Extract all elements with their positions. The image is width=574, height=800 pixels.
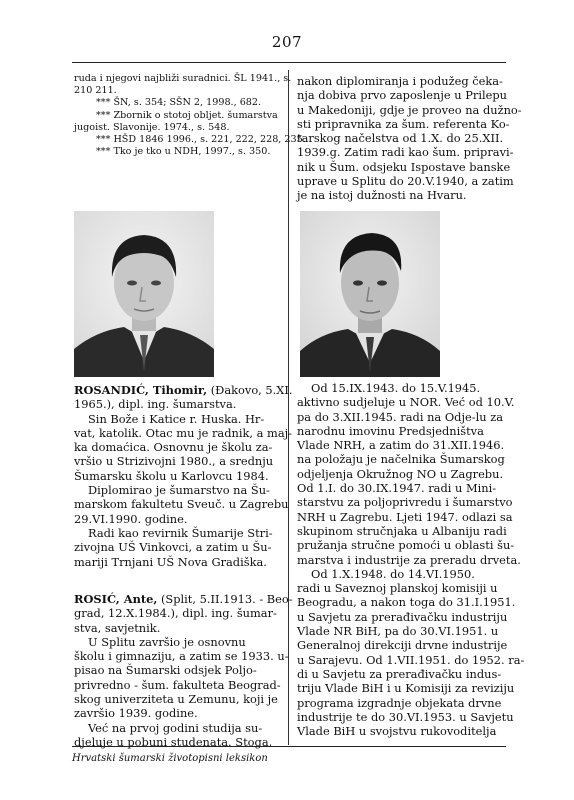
text-line: Radi kao revirnik Šumarije Stri- bbox=[88, 525, 273, 540]
ref-line: *** Tko je tko u NDH, 1997., s. 350. bbox=[96, 146, 271, 158]
text-line: privredno - šum. fakulteta Beograd- bbox=[74, 677, 281, 692]
text-line: industrije te do 30.VI.1953. u Savjetu bbox=[297, 709, 514, 724]
text-line: U Splitu završio je osnovnu bbox=[88, 634, 246, 649]
column-divider bbox=[288, 70, 289, 745]
portrait-rosic bbox=[300, 211, 440, 377]
ref-line: *** Zbornik o stotoj obljet. šumarstva bbox=[96, 109, 278, 121]
text-line: marstva i industrije za preradu drveta. bbox=[297, 552, 521, 567]
text-line: di u Savjetu za prerađivačku indus- bbox=[297, 666, 502, 681]
text-line: Diplomirao je šumarstvo na Šu- bbox=[88, 483, 270, 498]
text-line: nakon diplomiranja i podužeg čeka- bbox=[297, 74, 503, 88]
entry-name: ROSIĆ, Ante, bbox=[74, 592, 158, 606]
entry-rosic bbox=[74, 592, 293, 749]
text-line: Od 15.IX.1943. do 15.V.1945. bbox=[311, 381, 481, 395]
text-line: Šumarsku školu u Karlovcu 1984. bbox=[74, 468, 269, 483]
ref-line: jugoist. Slavonije. 1974., s. 548. bbox=[74, 121, 230, 133]
text-line: nja dobiva prvo zaposlenje u Prilepu bbox=[297, 88, 507, 103]
text-line: djeluje u pobuni studenata. Stoga, bbox=[74, 734, 273, 749]
page-number: 207 bbox=[271, 33, 303, 51]
text-line: u Sarajevu. Od 1.VII.1951. do 1952. ra- bbox=[297, 652, 525, 667]
text-line: radi u Saveznoj planskoj komisiji u bbox=[297, 581, 498, 596]
text-line: 1939.g. Zatim radi kao šum. pripravi- bbox=[297, 145, 514, 160]
portrait-rosandic bbox=[74, 211, 214, 377]
text-line: narodnu imovinu Predsjedništva bbox=[297, 423, 484, 438]
text-line: Vlade NRH, a zatim do 31.XII.1946. bbox=[297, 438, 505, 453]
text-line: sti pripravnika za šum. referenta Ko- bbox=[297, 116, 510, 131]
text-line: Od 1.I. do 30.IX.1947. radi u Mini- bbox=[297, 481, 497, 496]
text-line: programa izgradnje objekata drvne bbox=[297, 695, 502, 710]
ref-line: 210 211. bbox=[74, 85, 117, 97]
text-line: pružanja stručne pomoći u oblasti šu- bbox=[297, 538, 515, 553]
text-line: u Makedoniji, gdje je proveo na dužno- bbox=[297, 102, 522, 117]
text-line: Već na prvoj godini studija su- bbox=[88, 720, 263, 735]
right-top-text bbox=[297, 74, 522, 203]
entry-heading-rest: (Split, 5.II.1913. - Beo- bbox=[157, 592, 293, 606]
text-line: Beogradu, a nakon toga do 31.I.1951. bbox=[297, 595, 516, 610]
text-line: je na istoj dužnosti na Hvaru. bbox=[297, 188, 467, 203]
text-line: školu i gimnaziju, a zatim se 1933. u- bbox=[74, 649, 289, 664]
text-line: skupinom stručnjaka u Albaniju radi bbox=[297, 523, 507, 538]
text-line: odjeljenja Okružnog NO u Zagrebu. bbox=[297, 466, 504, 481]
left-top-references bbox=[74, 73, 306, 158]
text-line: vat, katolik. Otac mu je radnik, a maj- bbox=[74, 425, 292, 440]
text-line: 29.VI.1990. godine. bbox=[74, 511, 188, 526]
text-line: grad, 12.X.1984.), dipl. ing. šumar- bbox=[74, 606, 277, 621]
text-line: u Savjetu za prerađivačku industriju bbox=[297, 609, 508, 624]
text-line: skog univerziteta u Zemunu, koji je bbox=[74, 692, 278, 707]
text-line: vršio u Strizivojni 1980., a srednju bbox=[74, 454, 274, 469]
right-bottom-text bbox=[297, 381, 525, 739]
text-line: Vlade NR BiH, pa do 30.VI.1951. u bbox=[297, 624, 499, 639]
text-line: Od 1.X.1948. do 14.VI.1950. bbox=[311, 566, 475, 581]
text-line: uprave u Splitu do 20.V.1940, a zatim bbox=[297, 174, 514, 189]
text-line: triju Vlade BiH i u Komisiji za reviziju bbox=[297, 681, 515, 696]
text-line: Sin Bože i Katice r. Huska. Hr- bbox=[88, 411, 265, 426]
entry-name: ROSANDIĆ, Tihomir, bbox=[74, 383, 208, 397]
text-line: zivojna UŠ Vinkovci, a zatim u Šu- bbox=[74, 540, 272, 555]
text-line: mariji Trnjani UŠ Nova Gradiška. bbox=[74, 554, 267, 569]
entry-heading bbox=[74, 592, 293, 606]
text-line: NRH u Zagrebu. Ljeti 1947. odlazi sa bbox=[297, 509, 513, 524]
entry-heading bbox=[74, 383, 293, 397]
ref-line: ruda i njegovi najbliži suradnici. ŠL 1941., s. bbox=[74, 73, 292, 84]
bottom-rule bbox=[72, 746, 506, 747]
ref-line: *** ŠN, s. 354; SŠN 2, 1998., 682. bbox=[96, 97, 262, 109]
text-line: na položaju je načelnika Šumarskog bbox=[297, 452, 505, 467]
text-line: pa do 3.XII.1945. radi na Odje-lu za bbox=[297, 409, 503, 424]
text-line: Vlade BiH u svojstvu rukovoditelja bbox=[297, 724, 497, 739]
entry-rosandic bbox=[74, 383, 293, 569]
text-line: završio 1939. godine. bbox=[74, 706, 198, 721]
top-rule bbox=[72, 62, 506, 63]
text-line: tarskog načelstva od 1.X. do 25.XII. bbox=[297, 131, 504, 146]
text-line: stva, savjetnik. bbox=[74, 620, 161, 635]
text-line: marskom fakultetu Sveuč. u Zagrebu bbox=[74, 497, 289, 512]
text-line: aktivno sudjeluje u NOR. Već od 10.V. bbox=[297, 395, 515, 410]
ref-line: *** HŠD 1846 1996., s. 221, 222, 228, 235. bbox=[96, 134, 306, 146]
entry-heading-rest: (Đakovo, 5.XI. bbox=[207, 383, 293, 397]
text-line: nik u Šum. odsjeku Ispostave banske bbox=[297, 159, 511, 174]
footer-title: Hrvatski šumarski životopisni leksikon bbox=[72, 753, 268, 764]
text-line: starstvu za poljoprivredu i šumarstvo bbox=[297, 495, 513, 510]
text-line: ka domaćica. Osnovnu je školu za- bbox=[74, 440, 273, 455]
text-line: pisao na Šumarski odsjek Poljo- bbox=[74, 663, 257, 678]
text-line: 1965.), dipl. ing. šumarstva. bbox=[74, 397, 237, 412]
text-line: Generalnoj direkciji drvne industrije bbox=[297, 638, 508, 653]
